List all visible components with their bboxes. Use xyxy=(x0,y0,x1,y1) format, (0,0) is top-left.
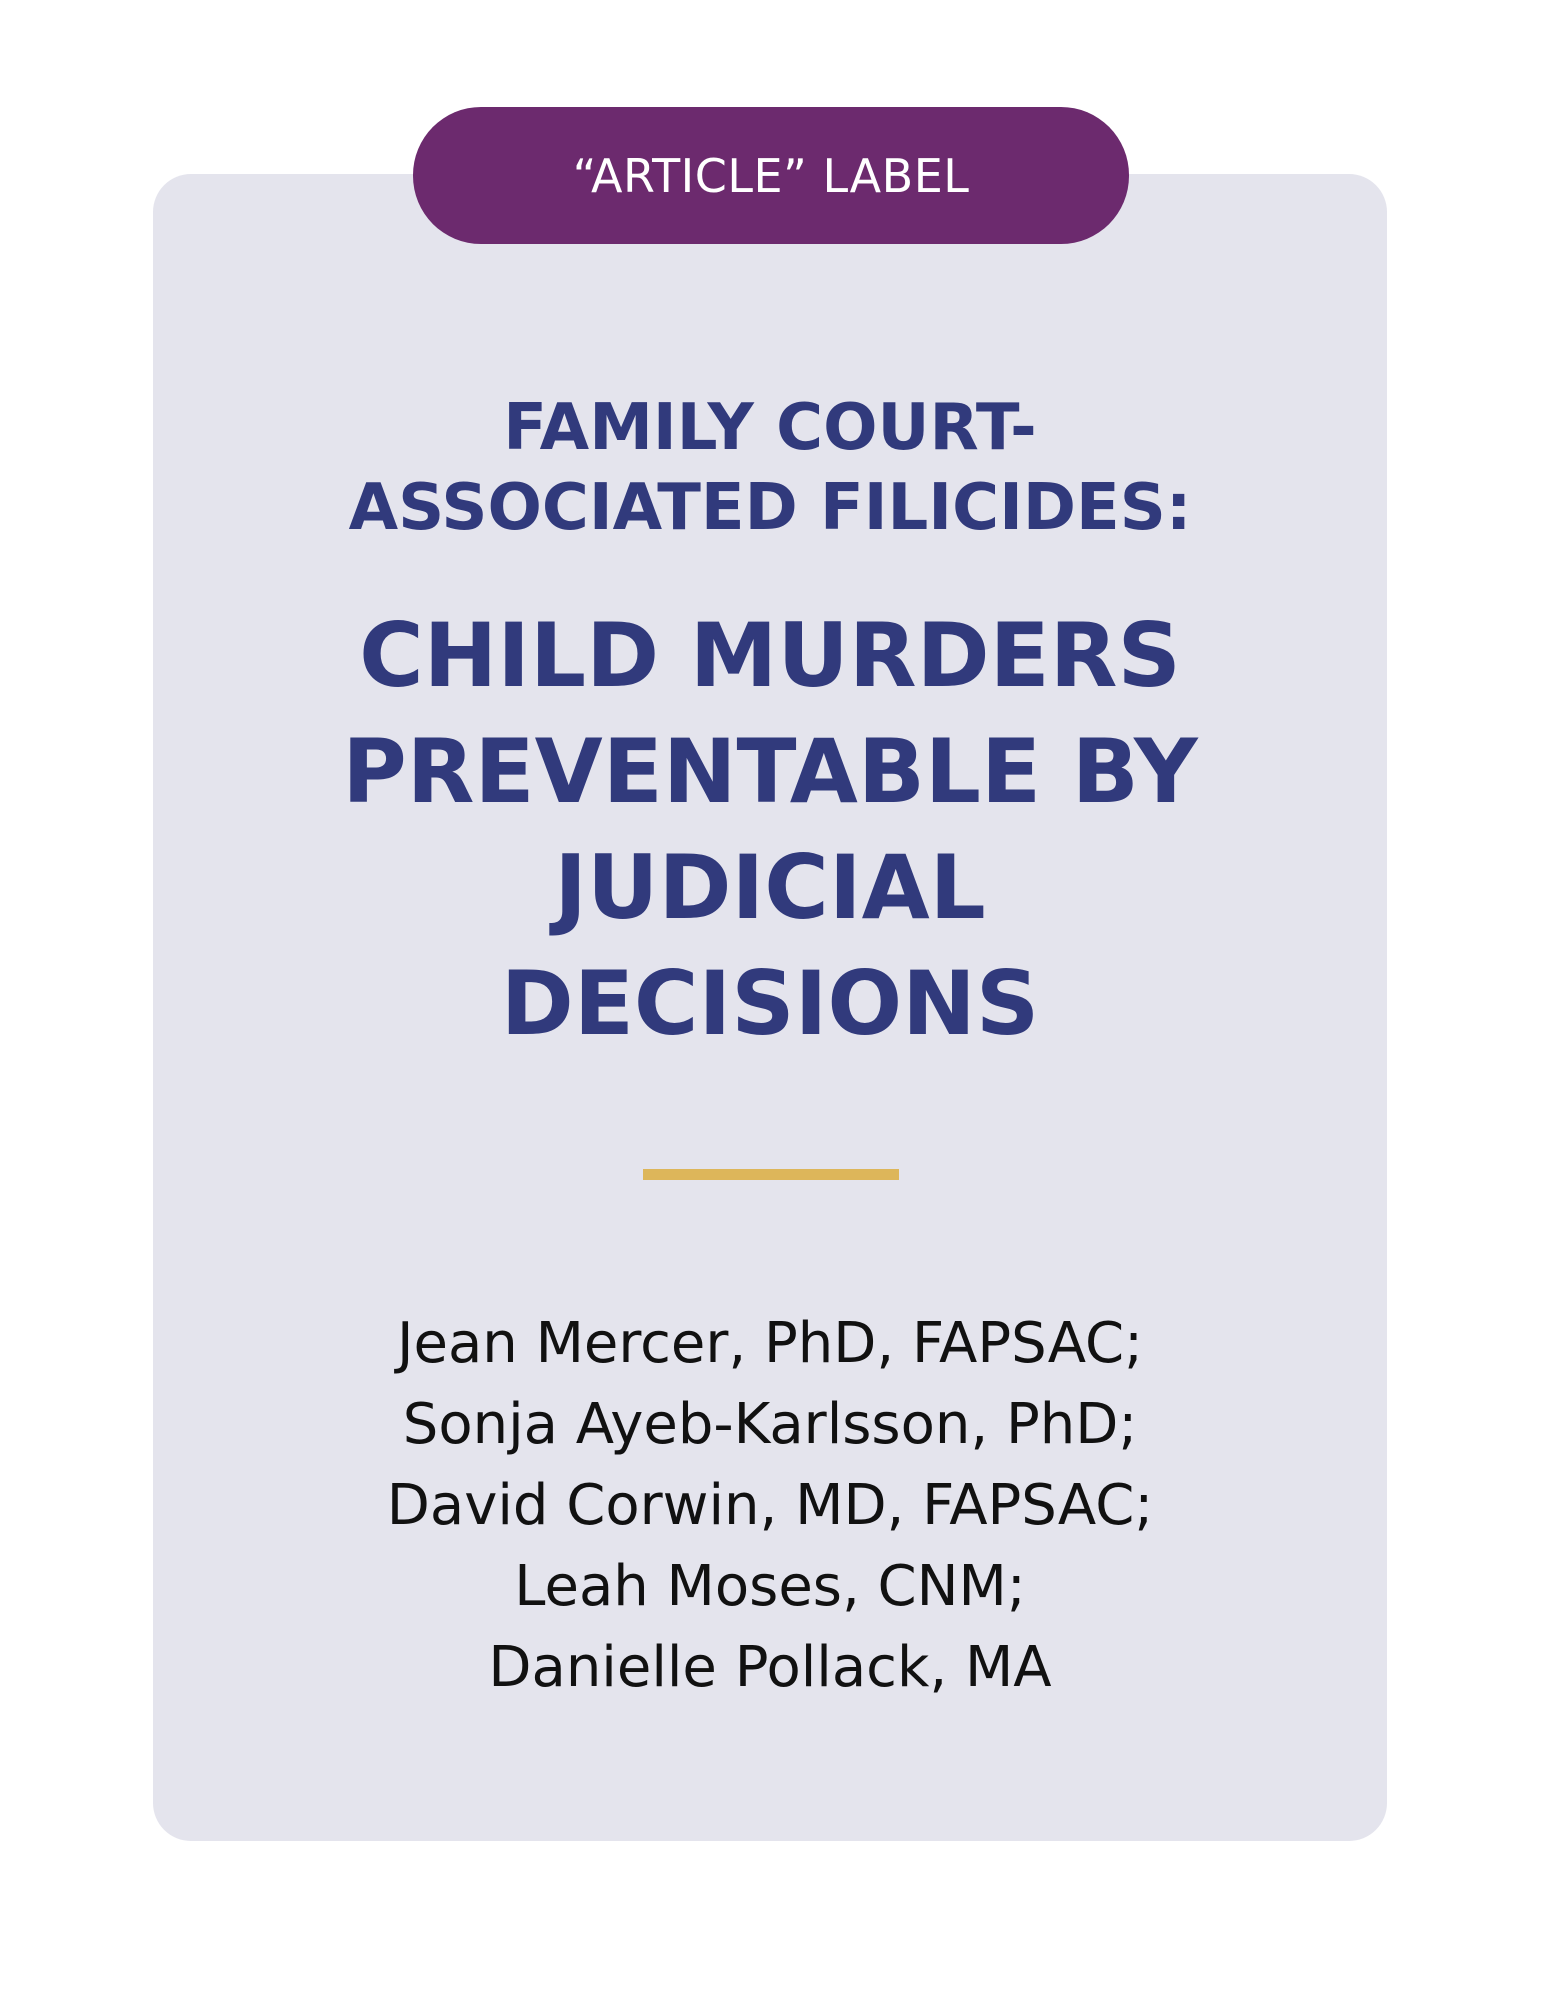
author-list xyxy=(153,1303,1387,1708)
divider-rule xyxy=(643,1169,899,1180)
title-line: DECISIONS xyxy=(500,952,1040,1055)
author-line: Jean Mercer, PhD, FAPSAC; xyxy=(396,1311,1144,1376)
author-line: Leah Moses, CNM; xyxy=(514,1554,1026,1619)
title-line: PREVENTABLE BY xyxy=(342,720,1198,823)
author-line: David Corwin, MD, FAPSAC; xyxy=(386,1473,1154,1538)
article-title xyxy=(153,598,1387,1062)
article-subtitle xyxy=(153,388,1387,548)
author-line: Sonja Ayeb-Karlsson, PhD; xyxy=(402,1392,1138,1457)
subtitle-line: ASSOCIATED FILICIDES: xyxy=(348,471,1192,545)
title-line: JUDICIAL xyxy=(554,836,986,939)
author-line: Danielle Pollack, MA xyxy=(488,1635,1052,1700)
title-line: CHILD MURDERS xyxy=(359,604,1181,707)
subtitle-line: FAMILY COURT- xyxy=(503,391,1037,465)
article-label-badge xyxy=(413,107,1129,244)
article-label-text: “ARTICLE” LABEL xyxy=(572,148,970,203)
